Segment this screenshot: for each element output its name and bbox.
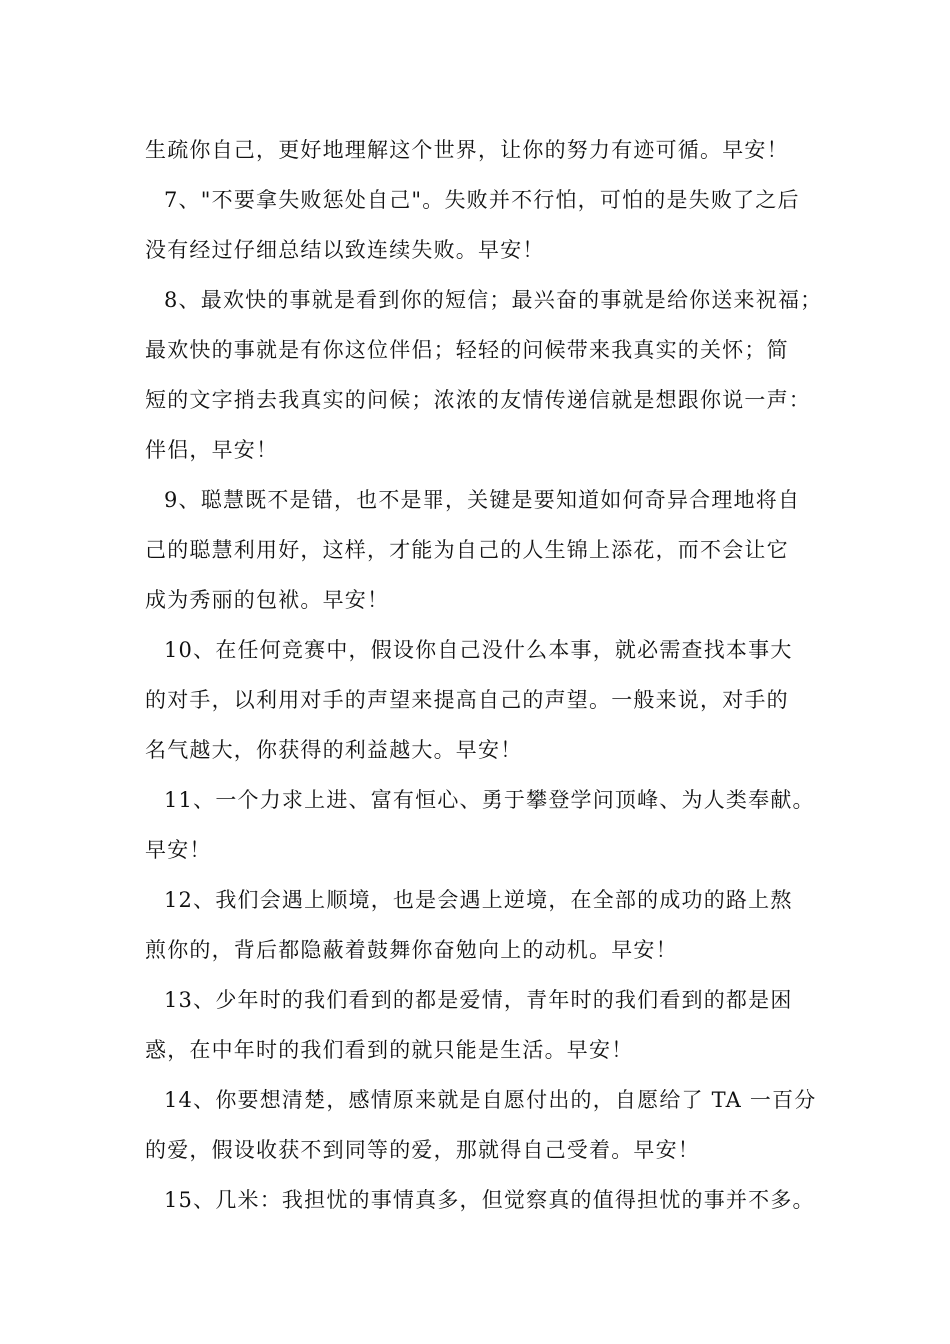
text-line: 伴侣，早安！ (145, 438, 279, 462)
text-line: 7、"不要拿失败惩处自己"。失败并不行怕，可怕的是失败了之后 (164, 188, 800, 212)
text-line: 13、少年时的我们看到的都是爱情，青年时的我们看到的都是困 (164, 988, 793, 1012)
text-line: 8、最欢快的事就是看到你的短信；最兴奋的事就是给你送来祝福； (164, 288, 823, 312)
text-line: 没有经过仔细总结以致连续失败。早安！ (145, 238, 545, 262)
text-line: 成为秀丽的包袱。早安！ (145, 588, 390, 612)
text-line: 惑，在中年时的我们看到的就只能是生活。早安！ (145, 1038, 634, 1062)
text-line: 10、在任何竞赛中，假设你自己没什么本事，就必需查找本事大 (164, 638, 793, 662)
text-line: 11、一个力求上进、富有恒心、勇于攀登学问顶峰、为人类奉献。 (164, 788, 815, 812)
text-line: 早安！ (145, 838, 212, 862)
text-line: 最欢快的事就是有你这位伴侣；轻轻的问候带来我真实的关怀；简 (145, 338, 789, 362)
text-line: 短的文字捎去我真实的问候；浓浓的友情传递信就是想跟你说一声： (145, 388, 811, 412)
text-line: 12、我们会遇上顺境，也是会遇上逆境，在全部的成功的路上熬 (164, 888, 793, 912)
text-line: 的对手，以利用对手的声望来提高自己的声望。一般来说，对手的 (145, 688, 789, 712)
text-line: 己的聪慧利用好，这样，才能为自己的人生锦上添花，而不会让它 (145, 538, 789, 562)
text-line: 15、几米：我担忧的事情真多，但觉察真的值得担忧的事并不多。 (164, 1188, 815, 1212)
text-line: 煎你的，背后都隐蔽着鼓舞你奋勉向上的动机。早安！ (145, 938, 678, 962)
text-line: 9、聪慧既不是错，也不是罪，关键是要知道如何奇异合理地将自 (164, 488, 801, 512)
text-line: 14、你要想清楚，感情原来就是自愿付出的，自愿给了 TA 一百分 (164, 1088, 817, 1112)
text-line: 的爱，假设收获不到同等的爱，那就得自己受着。早安！ (145, 1138, 700, 1162)
text-line: 名气越大，你获得的利益越大。早安！ (145, 738, 523, 762)
text-line: 生疏你自己，更好地理解这个世界，让你的努力有迹可循。早安！ (145, 138, 789, 162)
